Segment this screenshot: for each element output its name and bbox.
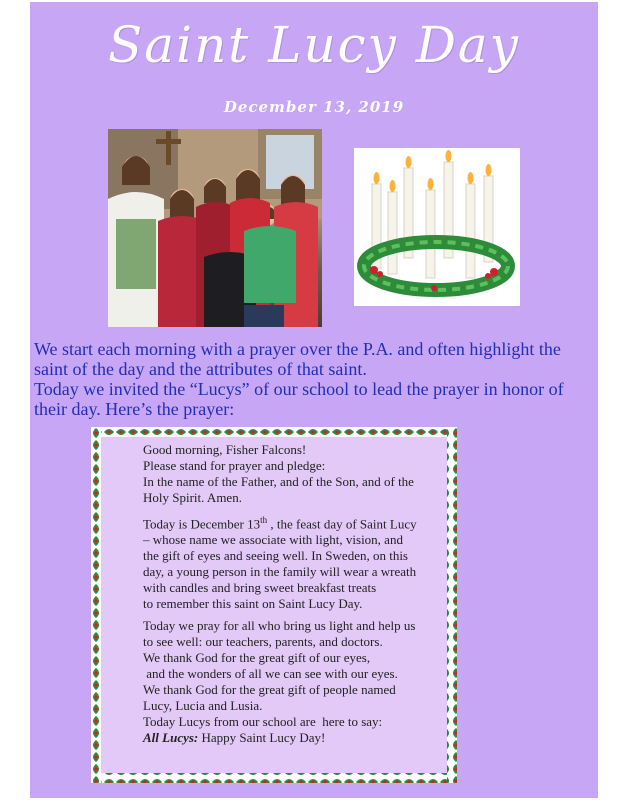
prayer-line: [143, 512, 443, 532]
prayer-line: with candles and bring sweet breakfast treats: [143, 580, 377, 596]
prayer-line: to remember this saint on Saint Lucy Day.: [143, 596, 363, 612]
advent-wreath-illustration: [354, 148, 520, 306]
prayer-line: to see well: our teachers, parents, and doctors.: [143, 634, 383, 650]
prayer-closing: [143, 730, 443, 746]
prayer-date-text: Today is December 13: [143, 516, 261, 532]
prayer-line: – whose name we associate with light, vision, and: [143, 532, 403, 548]
prayer-closing-speaker: All Lucys:: [143, 730, 199, 746]
advent-wreath-icon: [354, 148, 520, 306]
intro-line: their day. Here’s the prayer:: [34, 399, 235, 419]
prayer-text: [143, 442, 443, 752]
prayer-line: and the wonders of all we can see with our eyes.: [143, 666, 398, 682]
prayer-paragraph-1: [143, 442, 443, 506]
prayer-line: We thank God for the great gift of people named: [143, 682, 396, 698]
prayer-paragraph-2: [143, 512, 443, 612]
prayer-closing-text: Happy Saint Lucy Day!: [198, 730, 326, 746]
page-title: Saint Lucy Day: [108, 16, 520, 74]
prayer-line: Lucy, Lucia and Lusia.: [143, 698, 263, 714]
intro-line: Today we invited the “Lucys” of our school to lead the prayer in honor of: [34, 379, 564, 399]
prayer-date-suffix: th: [260, 515, 268, 525]
group-photo: [108, 129, 322, 327]
prayer-line: Please stand for prayer and pledge:: [143, 458, 326, 473]
prayer-line: Holy Spirit. Amen.: [143, 490, 242, 505]
intro-line: saint of the day and the attributes of that saint.: [34, 359, 367, 379]
prayer-line: Today Lucys from our school are here to say:: [143, 714, 383, 730]
prayer-date-rest: , the feast day of Saint Lucy: [267, 516, 417, 532]
prayer-line: We thank God for the great gift of our eyes,: [143, 650, 371, 666]
prayer-line: day, a young person in the family will wear a wreath: [143, 564, 417, 580]
group-photo-illustration: [108, 129, 322, 327]
prayer-line: In the name of the Father, and of the Son, and of the: [143, 474, 414, 489]
prayer-line: Today we pray for all who bring us light and help us: [143, 618, 416, 634]
prayer-paragraph-3: [143, 618, 443, 746]
page-date: December 13, 2019: [223, 98, 405, 116]
prayer-line: the gift of eyes and seeing well. In Sweden, on this: [143, 548, 408, 564]
intro-text: [34, 339, 594, 419]
intro-line: We start each morning with a prayer over the P.A. and often highlight the: [34, 339, 561, 359]
prayer-line: Good morning, Fisher Falcons!: [143, 442, 307, 457]
